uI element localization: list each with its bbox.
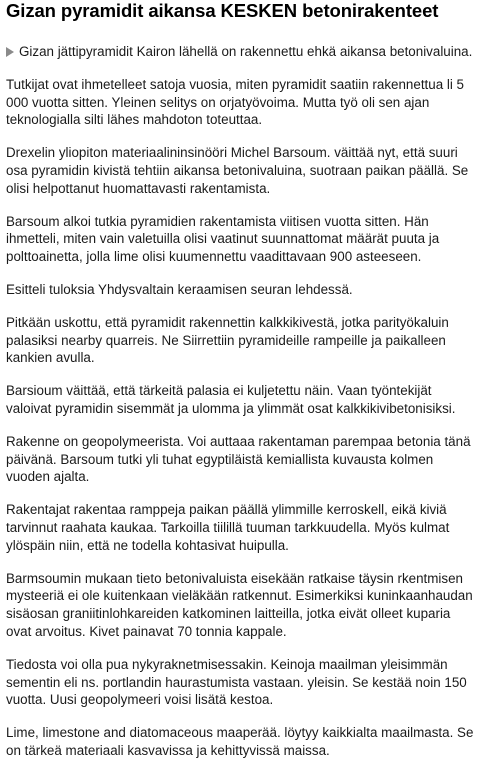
lead-paragraph-text: Gizan jättipyramidit Kairon lähellä on rakennettu ehkä aikansa betonivaluina. <box>19 44 473 59</box>
lead-paragraph <box>6 43 476 61</box>
right-triangle-bullet-icon <box>6 47 14 57</box>
body-paragraph: Barmsoumin mukaan tieto betonivaluista eisekään ratkaise täysin rkentmisen mysteeriä ei ole kuitenkaan vieläkään ratkennut. Esimerkiksi kuninkaanhaudan sisäosan graniitinlohkareiden katkominen laitteilla, jotka eivät olleet kuparia ovat arvoitus. Kivet painavat 70 tonnia kappale. <box>6 570 473 639</box>
body-paragraph: Esitteli tuloksia Yhdysvaltain keraamisen seuran lehdessä. <box>6 281 353 297</box>
article <box>6 0 476 775</box>
body-paragraph: Tutkijat ovat ihmetelleet satoja vuosia, miten pyramidit saatiin rakennettua li 5 000 vuotta sitten. Yleinen selitys on orjatyövoima. Mutta työ oli sen ajan teknologialla silti lähes mahdoton toteuttaa. <box>6 76 464 128</box>
body-paragraph: Barsioum väittää, että tärkeitä palasia ei kuljetettu näin. Vaan työntekijät valoivat pyramidin sisemmät ja ulomma ja ylimmät osat kalkkikivibetonisiksi. <box>6 383 456 416</box>
body-paragraph: Drexelin yliopiton materiaalininsinööri Michel Barsoum. väittää nyt, että suuri osa pyramidin kivistä tehtiin aikansa betonivaluina, suotraan paikan päällä. Se olisi helpottanut huomattavasti rakentamista. <box>6 145 469 196</box>
body-paragraph: Tiedosta voi olla pua nykyraknetmisessakin. Keinoja maailman yleisimmän sementin eli ns. portlandin haurastumista vastaan. yleisin. Se kestää noin 150 vuotta. Uusi geopolymeeri voisi lisätä kestoa. <box>6 656 467 708</box>
body-paragraph: Rakentajat rakentaa ramppeja paikan päällä ylimmille kerroskell, eikä kiviä tarvinnut raahata kaukaa. Tarkoilla tiilillä tuuman tarkkuudella. Myös kulmat ylöspäin niin, että ne todella kohtasivat huipulla. <box>6 502 450 553</box>
body-paragraph: Lime, limestone and diatomaceous maaperää. löytyy kaikkialta maailmasta. Se on tärkeä materiaali kasvavissa ja kehittyvissä maissa. <box>6 725 474 758</box>
body-paragraph: Barsoum alkoi tutkia pyramidien rakentamista viitisen vuotta sitten. Hän ihmetteli, miten vain valetuilla olisi vaatinut suunnattomat määrät puuta ja polttoainetta, jolla lime olisi kuumennettu vaadittavaan 900 asteeseen. <box>6 213 440 265</box>
body-paragraph: Rakenne on geopolymeerista. Voi auttaaa rakentaman parempaa betonia tänä päivänä. Barsoum tutki yli tuhat egyptiläistä kemiallista kuvausta kolmen vuoden ajalta. <box>6 433 471 485</box>
article-body <box>6 43 476 760</box>
article-headline: Gizan pyramidit aikansa KESKEN betonirakenteet <box>6 0 439 21</box>
body-paragraph: Pitkään uskottu, että pyramidit rakennettin kalkkikivestä, jotka parityökaluin palasiksi nearby quarreis. Ne Siirrettiin pyramideille rampeille ja paikalleen kankien avulla. <box>6 314 449 366</box>
